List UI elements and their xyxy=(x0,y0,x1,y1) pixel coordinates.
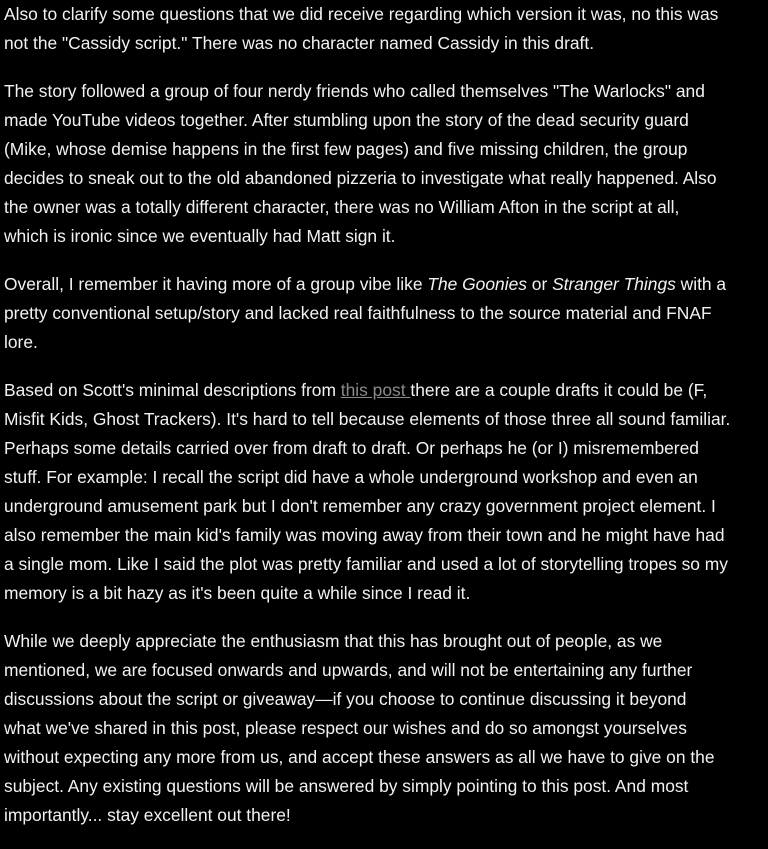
paragraph-draft-candidates xyxy=(4,376,766,608)
text-line: stuff. For example: I recall the script did have a whole underground workshop and even an xyxy=(4,467,698,487)
text-line xyxy=(4,376,766,405)
text-fragment: there are a couple drafts it could be (F, xyxy=(410,380,708,400)
text-line: underground amusement park but I don't remember any crazy government project element. I xyxy=(4,496,716,516)
text-line: the owner was a totally different character, there was no William Afton in the script at all, xyxy=(4,197,680,217)
text-line: importantly... stay excellent out there! xyxy=(4,805,291,825)
text-line: not the "Cassidy script." There was no character named Cassidy in this draft. xyxy=(4,33,595,53)
text-line: mentioned, we are focused onwards and upwards, and will not be entertaining any further xyxy=(4,660,693,680)
text-line: made YouTube videos together. After stumbling upon the story of the dead security guard xyxy=(4,110,689,130)
paragraph-closing-request xyxy=(4,627,766,830)
text-line: Also to clarify some questions that we did receive regarding which version it was, no this was xyxy=(4,4,719,24)
text-line: lore. xyxy=(4,332,38,352)
text-fragment: with a xyxy=(675,274,727,294)
text-line: The story followed a group of four nerdy friends who called themselves "The Warlocks" and xyxy=(4,81,705,101)
text-fragment: Based on Scott's minimal descriptions from xyxy=(4,380,341,400)
text-line: decides to sneak out to the old abandoned pizzeria to investigate what really happened. Also xyxy=(4,168,717,188)
text-line: also remember the main kid's family was moving away from their town and he might have had xyxy=(4,525,725,545)
paragraph-cassidy-clarification xyxy=(4,0,766,58)
text-fragment: Overall, I remember it having more of a group vibe like xyxy=(4,274,428,294)
text-line: subject. Any existing questions will be answered by simply pointing to this post. And most xyxy=(4,776,689,796)
text-line: (Mike, whose demise happens in the first few pages) and five missing children, the group xyxy=(4,139,688,159)
title-stranger-things: Stranger Things xyxy=(552,274,676,294)
post-body xyxy=(4,0,766,849)
title-the-goonies: The Goonies xyxy=(427,274,527,294)
text-line xyxy=(4,270,766,299)
text-line: which is ironic since we eventually had Matt sign it. xyxy=(4,226,396,246)
text-fragment: or xyxy=(526,274,553,294)
text-line: While we deeply appreciate the enthusiasm that this has brought out of people, as we xyxy=(4,631,663,651)
text-line: discussions about the script or giveaway—if you choose to continue discussing it beyond xyxy=(4,689,687,709)
text-line: what we've shared in this post, please respect our wishes and do so amongst yourselves xyxy=(4,718,687,738)
text-line: Misfit Kids, Ghost Trackers). It's hard to tell because elements of those three all sound familiar. xyxy=(4,409,731,429)
text-line: without expecting any more from us, and accept these answers as all we have to give on the xyxy=(4,747,715,767)
paragraph-overall-vibe xyxy=(4,270,766,357)
text-line: Perhaps some details carried over from draft to draft. Or perhaps he (or I) misremembered xyxy=(4,438,699,458)
text-line: a single mom. Like I said the plot was pretty familiar and used a lot of storytelling tropes so my xyxy=(4,554,728,574)
paragraph-story-summary xyxy=(4,77,766,251)
text-line: memory is a bit hazy as it's been quite a while since I read it. xyxy=(4,583,471,603)
this-post-link[interactable]: this post xyxy=(340,380,411,400)
text-line: pretty conventional setup/story and lacked real faithfulness to the source material and FNAF xyxy=(4,303,712,323)
